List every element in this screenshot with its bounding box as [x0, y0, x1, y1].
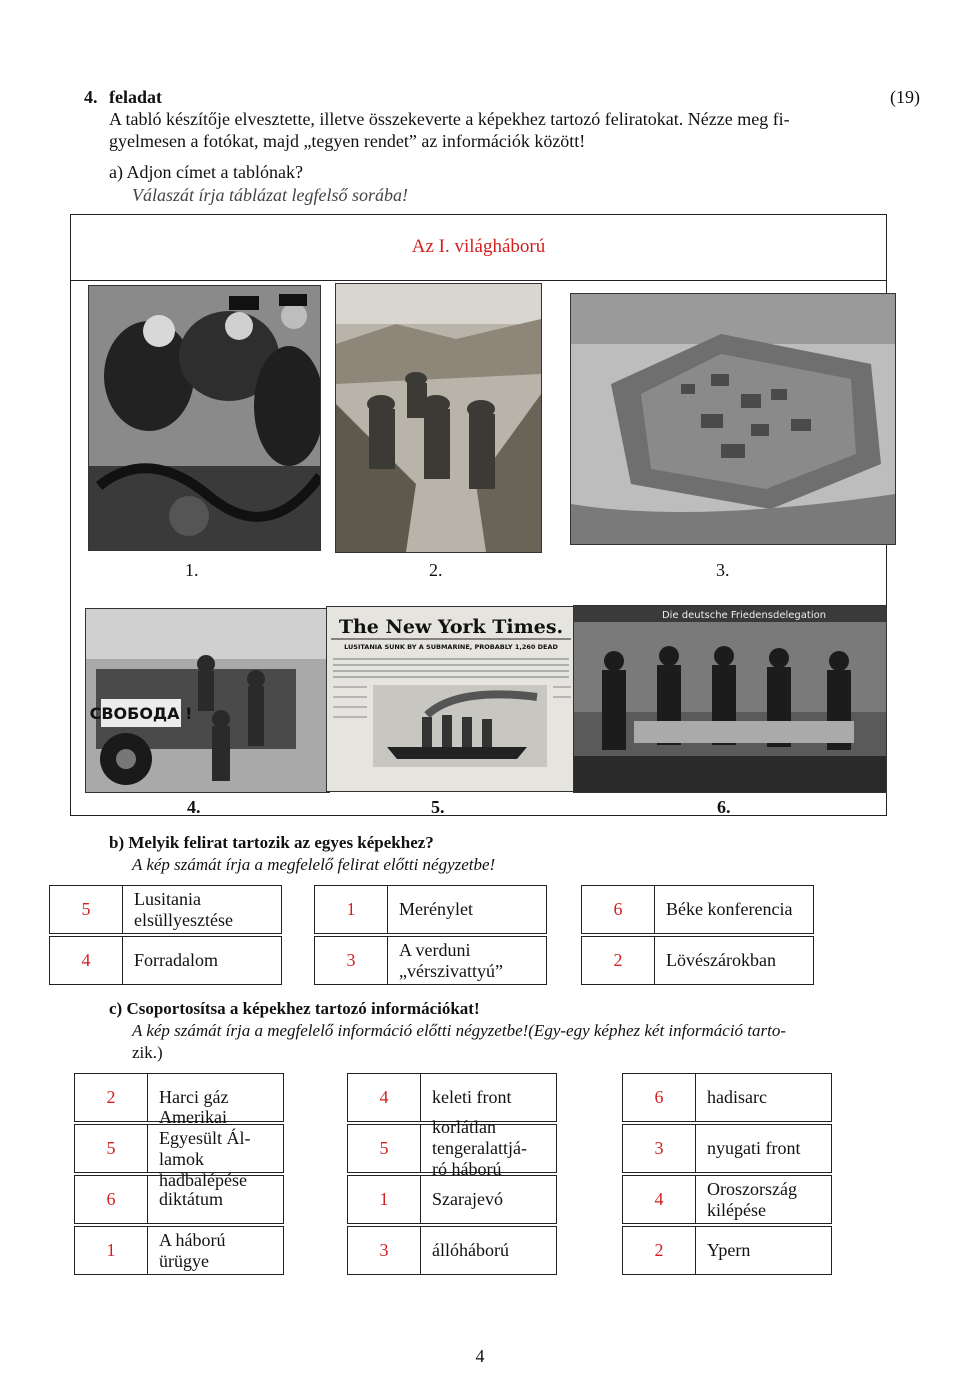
- part-c-item-1-1: [347, 1117, 557, 1179]
- part-b-item-1-1: [314, 936, 547, 985]
- part-a-instruction: Válaszát írja táblázat legfelső sorába!: [132, 185, 409, 205]
- photo-4-revolution: [85, 608, 330, 793]
- answer-box[interactable]: 4: [348, 1074, 421, 1121]
- photo-label-3: 3.: [716, 560, 730, 580]
- item-label: nyugati front: [707, 1138, 801, 1158]
- part-c-item-0-1: [347, 1073, 557, 1122]
- intro-line-2: gyelmesen a fotókat, majd „tegyen rendet” az információk között!: [109, 131, 586, 151]
- task-points: (19): [890, 87, 920, 107]
- photo-2-trenches: [335, 283, 542, 553]
- intro-line-1: A tabló készítője elvesztette, illetve összekeverte a képekhez tartozó feliratokat. Nézze meg fi-: [109, 109, 790, 129]
- item-label: hadisarc: [707, 1087, 767, 1107]
- answer-box[interactable]: 3: [623, 1125, 696, 1172]
- item-label: Amerikai Egyesült Ál- lamok hadbalépése: [159, 1106, 251, 1190]
- item-label: A verduni „vérszivattyú”: [399, 939, 503, 981]
- answer-box[interactable]: 1: [348, 1176, 421, 1223]
- part-b-instruction: A kép számát írja a megfelelő felirat előtti négyzetbe!: [132, 855, 496, 874]
- item-label: Forradalom: [134, 950, 218, 970]
- part-b-question: b) Melyik felirat tartozik az egyes képekhez?: [109, 833, 434, 852]
- item-label: állóháború: [432, 1240, 509, 1260]
- answer-box[interactable]: 5: [50, 886, 123, 933]
- item-label: Béke konferencia: [666, 899, 793, 919]
- task-title: feladat: [109, 87, 162, 107]
- item-label: Oroszország kilépése: [707, 1178, 797, 1220]
- part-c-instruction-2: zik.): [132, 1043, 163, 1062]
- tablo-title-answer: Az I. világháború: [411, 236, 546, 257]
- answer-box[interactable]: 6: [582, 886, 655, 933]
- photo-label-5: 5.: [431, 797, 445, 817]
- answer-box[interactable]: 3: [348, 1227, 421, 1274]
- answer-box[interactable]: 1: [75, 1227, 148, 1274]
- newspaper-headline: LUSITANIA SUNK BY A SUBMARINE, PROBABLY 1,260 DEAD: [344, 643, 558, 651]
- truck-sign-text: СВОБОДА !: [89, 704, 193, 723]
- page-number: 4: [475, 1346, 485, 1366]
- part-b-item-1-2: [581, 936, 814, 985]
- part-b-item-0-2: [581, 885, 814, 934]
- item-label: A háború ürügye: [159, 1229, 226, 1271]
- part-c-item-3-1: [347, 1226, 557, 1275]
- item-label: Ypern: [707, 1240, 751, 1260]
- answer-box[interactable]: 6: [623, 1074, 696, 1121]
- answer-box[interactable]: 2: [75, 1074, 148, 1121]
- item-label: keleti front: [432, 1087, 512, 1107]
- answer-box[interactable]: 5: [348, 1125, 421, 1172]
- answer-box[interactable]: 4: [50, 937, 123, 984]
- part-c-item-1-0: [74, 1106, 284, 1190]
- answer-box[interactable]: 2: [623, 1227, 696, 1274]
- photo-6-caption: Die deutsche Friedensdelegation: [661, 610, 827, 621]
- item-label: Szarajevó: [432, 1189, 503, 1209]
- part-c-item-2-2: [622, 1175, 832, 1224]
- item-label: Harci gáz: [159, 1087, 229, 1107]
- answer-box[interactable]: 5: [75, 1125, 148, 1172]
- answer-box[interactable]: 6: [75, 1176, 148, 1223]
- newspaper-masthead: The New York Times.: [338, 616, 564, 638]
- part-c-item-2-0: [74, 1175, 284, 1224]
- photo-5-newspaper: [326, 606, 576, 792]
- part-b-item-1-0: [49, 936, 282, 985]
- photo-label-4: 4.: [187, 797, 201, 817]
- part-b-item-0-1: [314, 885, 547, 934]
- part-c-item-0-2: [622, 1073, 832, 1122]
- item-label: diktátum: [159, 1189, 223, 1209]
- photo-1-assassination: [88, 285, 321, 551]
- tablo-title-divider: [70, 280, 887, 281]
- photo-label-1: 1.: [185, 560, 199, 580]
- photo-label-2: 2.: [429, 560, 443, 580]
- photo-label-6: 6.: [717, 797, 731, 817]
- answer-box[interactable]: 3: [315, 937, 388, 984]
- answer-box[interactable]: 1: [315, 886, 388, 933]
- part-c-item-2-1: [347, 1175, 557, 1224]
- photo-6-peace-conference: [573, 605, 887, 793]
- part-c-question: c) Csoportosítsa a képekhez tartozó információkat!: [109, 999, 480, 1018]
- task-number: 4.: [84, 87, 98, 107]
- part-a-question: a) Adjon címet a tablónak?: [109, 162, 303, 182]
- answer-box[interactable]: 2: [582, 937, 655, 984]
- photo-3-verdun: [570, 293, 896, 545]
- item-label: korlátlan tengeralattjá- ró háború: [432, 1117, 527, 1179]
- item-label: Merénylet: [399, 899, 473, 919]
- item-label: Lusitania elsüllyesztése: [134, 888, 233, 930]
- part-c-item-3-0: [74, 1226, 284, 1275]
- part-c-item-1-2: [622, 1124, 832, 1173]
- item-label: Lövészárokban: [666, 950, 776, 970]
- part-b-item-0-0: [49, 885, 282, 934]
- part-c-item-3-2: [622, 1226, 832, 1275]
- answer-box[interactable]: 4: [623, 1176, 696, 1223]
- part-c-instruction-1: A kép számát írja a megfelelő információ előtti négyzetbe!(Egy-egy képhez két információ tarto-: [132, 1021, 787, 1040]
